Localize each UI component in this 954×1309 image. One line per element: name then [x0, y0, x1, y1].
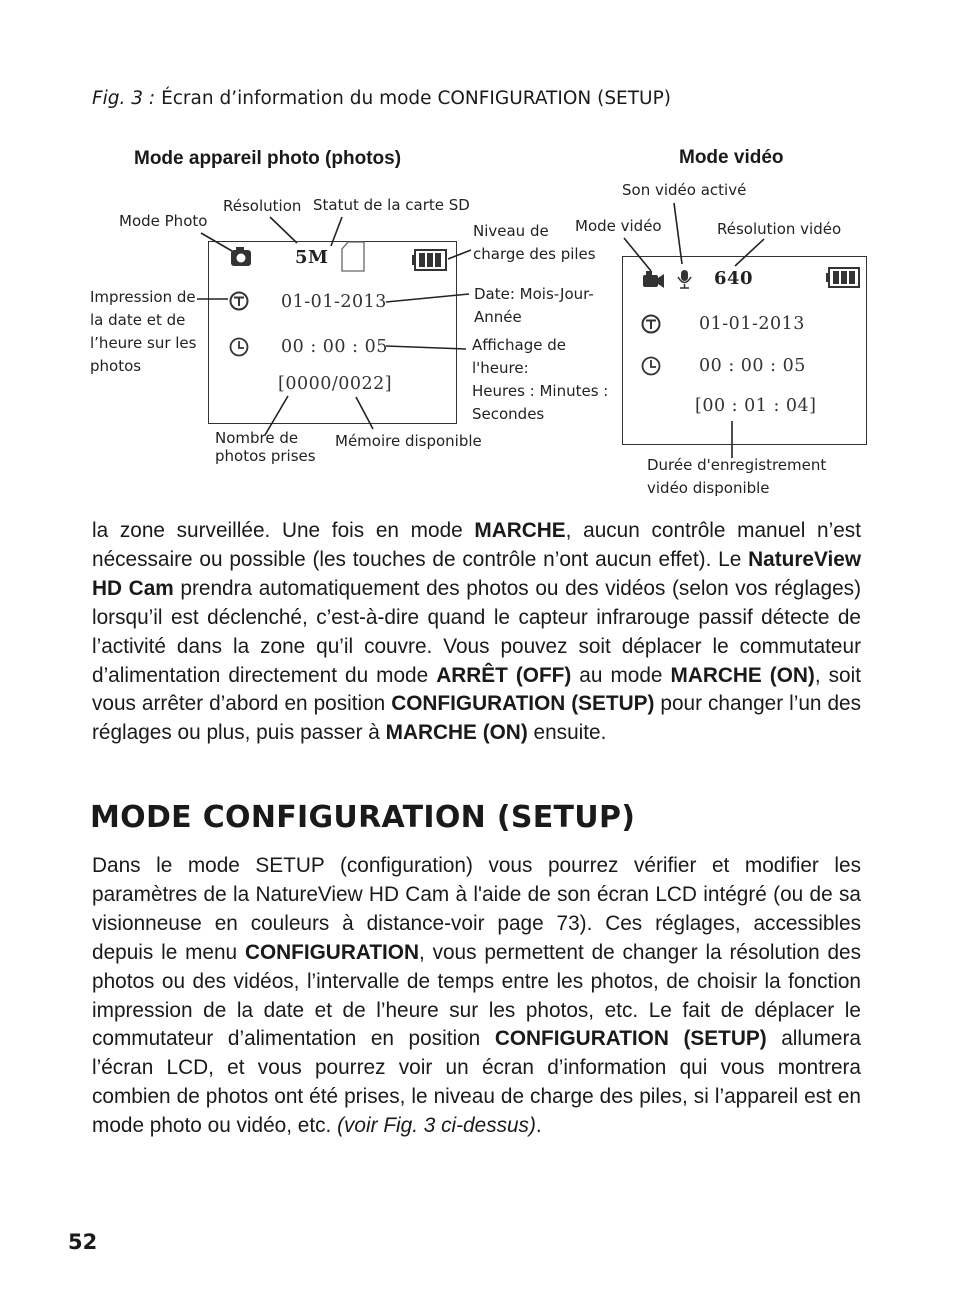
video-date-value: 01-01-2013 [699, 314, 805, 334]
label-resolution-video: Résolution vidéo [717, 220, 842, 238]
label-mode-photo: Mode Photo [119, 212, 208, 230]
leader-time [386, 346, 466, 349]
leader-sd-status [331, 217, 342, 246]
label-time-line4: Secondes [472, 405, 545, 423]
label-imprint-line1: Impression de [90, 288, 196, 306]
label-battery-line2: charge des piles [473, 245, 596, 263]
video-clock-icon [643, 358, 660, 375]
clock-icon [231, 339, 248, 356]
video-time-value: 00 : 00 : 05 [699, 356, 806, 376]
leader-memory [356, 397, 373, 429]
video-camera-icon [643, 271, 664, 288]
video-battery-icon [826, 268, 859, 287]
microphone-icon [678, 270, 691, 288]
leader-date [386, 294, 469, 302]
photo-panel-title: Mode appareil photo (photos) [134, 148, 402, 169]
label-imprint-line4: photos [90, 357, 142, 375]
figure-number: Fig. 3 : [92, 88, 156, 109]
photo-time-value: 00 : 00 : 05 [281, 337, 388, 357]
label-imprint-line3: l’heure sur les [90, 334, 197, 352]
photo-resolution-value: 5M [295, 247, 329, 268]
label-time-line1: Affichage de [472, 336, 566, 354]
leader-mode-photo [201, 233, 232, 251]
label-date-line2: Année [474, 308, 522, 326]
label-time-line2: l'heure: [472, 359, 529, 377]
label-imprint-line2: la date et de [90, 311, 186, 329]
label-count-line2: photos prises [215, 447, 316, 465]
body-paragraph-2: Dans le mode SETUP (configuration) vous pourrez vérifier et modifier les paramètres de la NatureView HD Cam à l'aide de son écran LCD intégré (ou de sa visionneuse en couleurs à distance-voir page 73). Ces réglages, accessibles depuis le menu CONFIGURATION, vous permettent de changer la résolution des photos ou des vidéos, l’intervalle de temps entre les photos, de choisir la fonction impression de la date et de l’heure sur les photos, etc. Le fait de déplacer le commutateur d’alimentation en position CONFIGURATION (SETUP) allumera l’écran LCD, et vous pourrez voir un écran d’information qui vous montrera combien de photos ont été prises, le niveau de charge des piles, si l’appareil est en mode photo ou vidéo, etc. (voir Fig. 3 ci-dessus). [92, 854, 861, 1138]
video-resolution-value: 640 [714, 268, 754, 289]
battery-icon [412, 250, 446, 270]
leader-resolution-video [735, 239, 764, 266]
body-paragraph-1: la zone surveillée. Une fois en mode MARCHE, aucun contrôle manuel n’est nécessaire ou possible (les touches de contrôle n’ont aucun effet). Le NatureView HD Cam prendra automatiquement des photos ou des vidéos (selon vos réglages) lorsqu’il est déclenché, c’est-à-dire quand le capteur infrarouge passif détecte de l’activité dans la zone qu’il couvre. Vous pouvez soit déplacer le commutateur d’alimentation directement du mode ARRÊT (OFF) au mode MARCHE (ON), soit vous arrêter d’abord en position CONFIGURATION (SETUP) pour changer l’un des réglages ou plus, puis passer à MARCHE (ON) ensuite. [92, 519, 861, 745]
label-sound: Son vidéo activé [622, 181, 747, 199]
page-number: 52 [68, 1230, 98, 1254]
sd-card-icon [342, 242, 364, 271]
label-battery-line1: Niveau de [473, 222, 549, 240]
label-resolution: Résolution [223, 197, 302, 215]
label-count-line1: Nombre de [215, 429, 299, 447]
section-heading: MODE CONFIGURATION (SETUP) [90, 800, 636, 835]
imprint-icon [231, 293, 248, 310]
label-date-line1: Date: Mois-Jour- [474, 285, 594, 303]
label-duration-line2: vidéo disponible [647, 479, 770, 497]
video-remaining-value: [00 : 01 : 04] [695, 396, 817, 416]
leader-sound [674, 203, 682, 264]
camera-icon [231, 247, 251, 266]
label-memory: Mémoire disponible [335, 432, 482, 450]
label-time-line3: Heures : Minutes : [472, 382, 609, 400]
label-duration-line1: Durée d'enregistrement [647, 456, 827, 474]
leader-battery [448, 250, 471, 259]
photo-date-value: 01-01-2013 [281, 292, 387, 312]
label-sd-status: Statut de la carte SD [313, 196, 470, 214]
figure-caption-text: Écran d’information du mode CONFIGURATION (SETUP) [161, 88, 671, 109]
video-panel-title: Mode vidéo [679, 147, 784, 168]
leader-mode-video [624, 238, 651, 271]
photo-counter-value: [0000/0022] [278, 374, 393, 394]
video-imprint-icon [643, 316, 660, 333]
label-mode-video: Mode vidéo [575, 217, 662, 235]
leader-resolution [270, 217, 297, 243]
